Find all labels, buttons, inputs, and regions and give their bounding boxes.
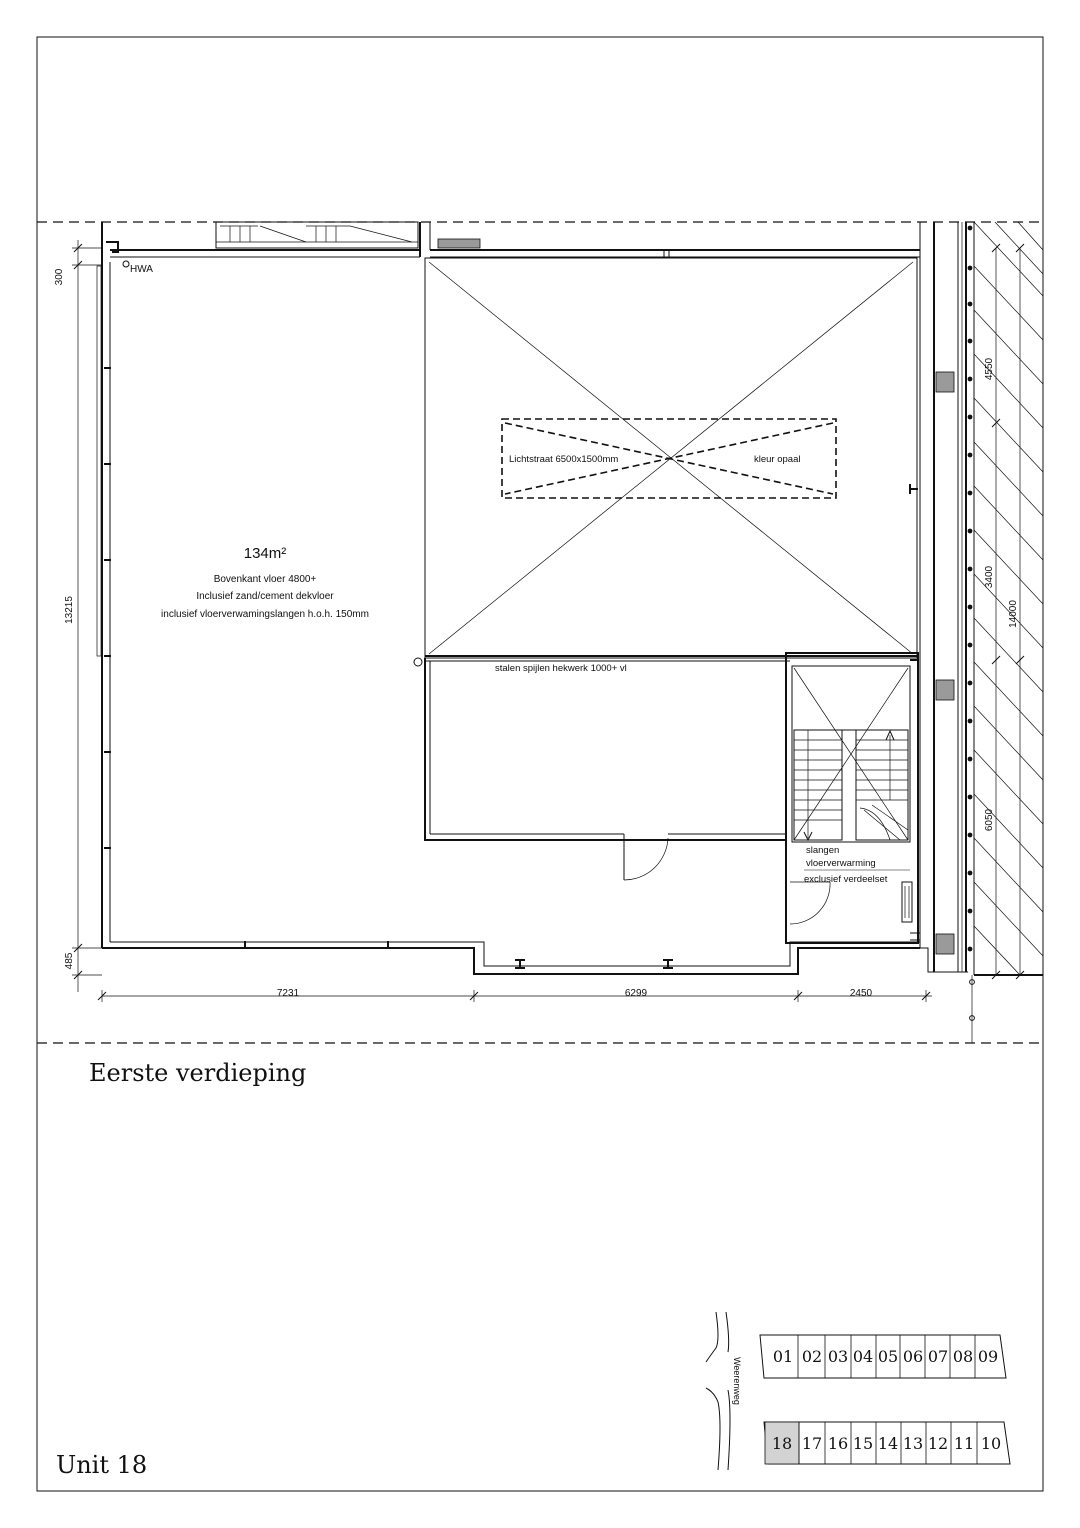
plot-01: 01: [772, 1347, 794, 1366]
plot-06: 06: [902, 1347, 924, 1366]
heating-note-3: exclusief verdeelset: [804, 874, 888, 885]
dim-bottom-2: 6299: [624, 988, 648, 999]
plot-12: 12: [927, 1434, 949, 1453]
plot-09: 09: [977, 1347, 999, 1366]
plot-15: 15: [852, 1434, 874, 1453]
skylight-label: Lichtstraat 6500x1500mm: [509, 454, 619, 465]
plot-11: 11: [953, 1434, 975, 1453]
plot-18: 18: [771, 1434, 793, 1453]
unit-label: Unit 18: [56, 1451, 148, 1479]
dim-right-2: 3400: [984, 565, 995, 589]
site-plots-bottom: [772, 1422, 1001, 1464]
dim-left-2: 13215: [64, 596, 75, 624]
plot-17: 17: [801, 1434, 823, 1453]
plot-08: 08: [952, 1347, 974, 1366]
dim-right-total: 14000: [1008, 600, 1019, 628]
room-area: 134m²: [243, 545, 287, 562]
room-note-1: Bovenkant vloer 4800+: [213, 574, 317, 585]
heating-note-1: slangen: [806, 845, 840, 856]
plot-02: 02: [801, 1347, 823, 1366]
site-plots-top: [773, 1335, 998, 1378]
plot-04: 04: [852, 1347, 874, 1366]
heating-note-2: vloerverwarming: [806, 858, 876, 869]
dim-bottom-3: 2450: [849, 988, 873, 999]
plot-05: 05: [877, 1347, 899, 1366]
plot-03: 03: [827, 1347, 849, 1366]
plot-07: 07: [927, 1347, 949, 1366]
plot-10: 10: [980, 1434, 1002, 1453]
room-note-2: Inclusief zand/cement dekvloer: [196, 591, 334, 602]
road-label: Weerenweg: [732, 1357, 742, 1405]
railing-note: stalen spijlen hekwerk 1000+ vl: [495, 663, 627, 674]
floor-title: Eerste verdieping: [89, 1059, 307, 1087]
dim-left-3: 485: [64, 952, 75, 970]
dim-right-3: 6050: [984, 808, 995, 832]
plot-16: 16: [827, 1434, 849, 1453]
dim-right-1: 4550: [984, 357, 995, 381]
skylight-color: kleur opaal: [754, 454, 801, 465]
hwa-label: HWA: [130, 264, 153, 275]
dim-left-1: 300: [54, 268, 65, 286]
plot-14: 14: [877, 1434, 899, 1453]
room-note-3: inclusief vloerverwamingslangen h.o.h. 150mm: [161, 609, 369, 620]
dim-bottom-1: 7231: [276, 988, 300, 999]
plot-13: 13: [902, 1434, 924, 1453]
